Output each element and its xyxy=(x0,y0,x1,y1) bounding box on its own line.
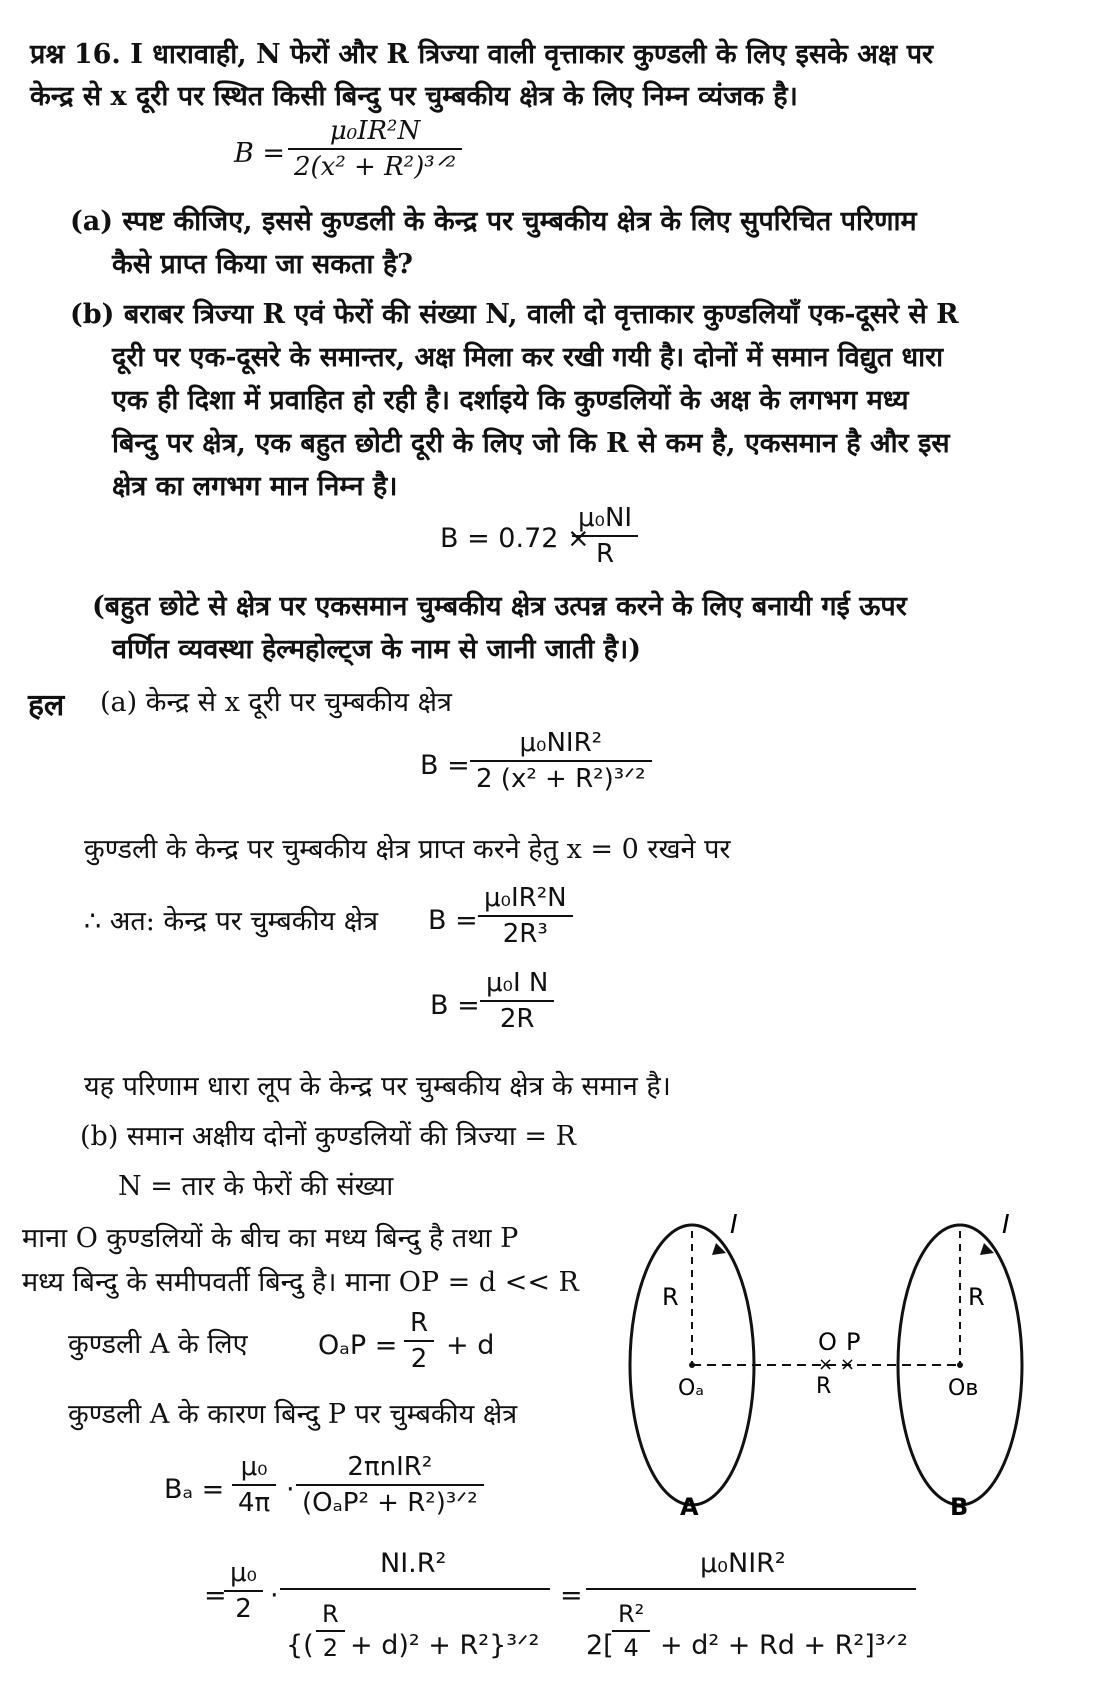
oap-lhs: OₐP = xyxy=(318,1330,398,1361)
oap-fraction xyxy=(404,1308,434,1374)
sa-formula2-fraction xyxy=(478,883,573,949)
part-b-line-1: (b) बराबर त्रिज्या R एवं फेरों की संख्या N, वाली दो वृत्ताकार कुण्डलियाँ एक-दूसरे से R xyxy=(70,299,959,330)
eq2-const-fraction xyxy=(224,1558,263,1624)
label-coil-a: A xyxy=(680,1493,699,1521)
solution-heading: हल xyxy=(28,688,65,723)
solution-a-intro: (a) केन्द्र से x दूरी पर चुम्बकीय क्षेत्र xyxy=(100,687,452,718)
eq2-den2-frac-num: R² xyxy=(612,1600,650,1632)
sa-formula3-num: μ₀I N xyxy=(480,968,554,1002)
center-point-b xyxy=(957,1362,963,1368)
point-p-cross: × xyxy=(840,1354,856,1375)
oap-den: 2 xyxy=(410,1344,428,1374)
solution-a-line-2: कुण्डली के केन्द्र पर चुम्बकीय क्षेत्र प्राप्त करने हेतु x = 0 रखने पर xyxy=(84,834,731,865)
label-o: O xyxy=(818,1328,837,1356)
sa-formula-lhs: B = xyxy=(420,750,470,781)
solution-b-line-6: कुण्डली A के कारण बिन्दु P पर चुम्बकीय क्षेत्र xyxy=(68,1399,518,1430)
midpoint-cross: × xyxy=(818,1354,834,1375)
eq2-const-num: μ₀ xyxy=(224,1558,263,1592)
part-b-line-5: क्षेत्र का लगभग मान निम्न है। xyxy=(112,471,398,502)
eq2-den-frac-num: R xyxy=(316,1600,345,1632)
solution-b-line-3: माना O कुण्डलियों के बीच का मध्य बिन्दु है तथा P xyxy=(22,1223,519,1254)
part-b-line-4: बिन्दु पर क्षेत्र, एक बहुत छोटी दूरी के लिए जो कि R से कम है, एकसमान है और इस xyxy=(112,428,950,459)
eq2-den-fraction xyxy=(316,1600,345,1662)
ba-main-num: 2πnIR² xyxy=(296,1452,484,1486)
part-a-line-2: कैसे प्राप्त किया जा सकता है? xyxy=(112,249,413,280)
sa-formula-fraction xyxy=(470,728,652,794)
sa-formula3-lhs: B = xyxy=(430,990,480,1021)
ba-lhs: Bₐ = xyxy=(164,1474,225,1505)
note-line-1: (बहुत छोटे से क्षेत्र पर एकसमान चुम्बकीय क्षेत्र उत्पन्न करने के लिए बनायी गई ऊपर xyxy=(92,591,907,622)
ba-main-den: (OₐP² + R²)³ᐟ² xyxy=(302,1488,478,1518)
eq2-equals-2: = xyxy=(560,1580,583,1611)
label-i-left: I xyxy=(730,1210,738,1240)
sa-formula2-num: μ₀IR²N xyxy=(478,883,573,917)
eq2-den2-post: + d² + Rd + R²]³ᐟ² xyxy=(660,1630,908,1661)
eq2-fraction-bar-2 xyxy=(586,1588,916,1590)
eq2-den2-frac-den: 4 xyxy=(623,1634,639,1662)
question-line-1: प्रश्न 16. I धारावाही, N फेरों और R त्रिज्या वाली वृत्ताकार कुण्डली के लिए इसके अक्ष पर xyxy=(30,39,934,70)
ba-main-fraction xyxy=(296,1452,484,1518)
center-point-a xyxy=(689,1362,695,1368)
part-b-line-2: दूरी पर एक-दूसरे के समान्तर, अक्ष मिला कर रखी गयी है। दोनों में समान विद्युत धारा xyxy=(112,342,944,373)
eq2-num2: μ₀NIR² xyxy=(700,1548,786,1579)
qb-formula-num: μ₀NI xyxy=(572,503,638,537)
q-formula-den: 2(x² + R²)³ᐟ² xyxy=(294,152,457,182)
eq2-num: NI.R² xyxy=(380,1548,447,1579)
label-r-left: R xyxy=(662,1283,679,1311)
label-coil-b: B xyxy=(950,1493,969,1521)
sa-formula-num: μ₀NIR² xyxy=(470,728,652,762)
ba-const-fraction xyxy=(232,1452,276,1518)
label-r-mid: R xyxy=(816,1374,832,1399)
eq2-const-den: 2 xyxy=(235,1594,252,1624)
sa-formula-den: 2 (x² + R²)³ᐟ² xyxy=(476,764,646,794)
eq2-fraction-bar xyxy=(280,1588,550,1590)
sa-formula2-den: 2R³ xyxy=(502,919,548,949)
eq2-dot: · xyxy=(270,1580,279,1611)
solution-b-line-5: कुण्डली A के लिए xyxy=(68,1329,248,1360)
ba-const-den: 4π xyxy=(238,1488,271,1518)
ba-const-num: μ₀ xyxy=(232,1452,276,1486)
eq2-equals: = xyxy=(204,1580,227,1611)
oap-num: R xyxy=(404,1308,434,1342)
note-line-2: वर्णित व्यवस्था हेल्महोल्ट्ज के नाम से जानी जाती है।) xyxy=(112,634,642,665)
part-a-line-1: (a) स्पष्ट कीजिए, इससे कुण्डली के केन्द्र पर चुम्बकीय क्षेत्र के लिए सुपरिचित परिणाम xyxy=(70,206,917,237)
label-p: P xyxy=(846,1328,861,1356)
oap-rhs: + d xyxy=(446,1330,495,1361)
sa-formula3-fraction xyxy=(480,968,554,1034)
qb-formula-fraction xyxy=(572,503,638,569)
eq2-den-close: + d)² + R²}³ᐟ² xyxy=(350,1630,540,1661)
solution-a-conclusion: यह परिणाम धारा लूप के केन्द्र पर चुम्बकीय क्षेत्र के समान है। xyxy=(84,1071,671,1102)
helmholtz-coils-diagram xyxy=(620,1195,1090,1525)
label-ob: Oв xyxy=(948,1376,979,1401)
sa-formula3-den: 2R xyxy=(499,1004,535,1034)
eq2-den2-fraction xyxy=(612,1600,650,1662)
qb-formula-den: R xyxy=(596,539,615,569)
solution-b-line-1: (b) समान अक्षीय दोनों कुण्डलियों की त्रिज्या = R xyxy=(80,1121,576,1152)
eq2-den-frac-den: 2 xyxy=(322,1634,338,1662)
label-oa: Oₐ xyxy=(678,1376,704,1401)
solution-b-line-4: मध्य बिन्दु के समीपवर्ती बिन्दु है। माना OP = d << R xyxy=(22,1267,579,1298)
ba-dot: · xyxy=(286,1474,295,1505)
solution-a-line-3: ∴ अत: केन्द्र पर चुम्बकीय क्षेत्र xyxy=(84,906,378,937)
sa-formula2-lhs: B = xyxy=(428,905,478,936)
q-formula-lhs: B = xyxy=(234,138,286,169)
part-b-line-3: एक ही दिशा में प्रवाहित हो रही है। दर्शाइये कि कुण्डलियों के अक्ष के लगभग मध्य xyxy=(112,385,909,416)
eq2-den-open: {( xyxy=(286,1630,314,1661)
label-r-right: R xyxy=(968,1283,985,1311)
question-line-2: केन्द्र से x दूरी पर स्थित किसी बिन्दु पर चुम्बकीय क्षेत्र के लिए निम्न व्यंजक है। xyxy=(30,81,798,112)
q-formula-num: μ₀IR²N xyxy=(288,116,462,150)
qb-formula-lhs: B = 0.72 × xyxy=(440,523,590,554)
solution-b-line-2: N = तार के फेरों की संख्या xyxy=(118,1171,394,1202)
q-formula-fraction xyxy=(288,116,462,182)
eq2-den2-pre: 2[ xyxy=(586,1630,614,1661)
label-i-right: I xyxy=(1002,1210,1010,1240)
